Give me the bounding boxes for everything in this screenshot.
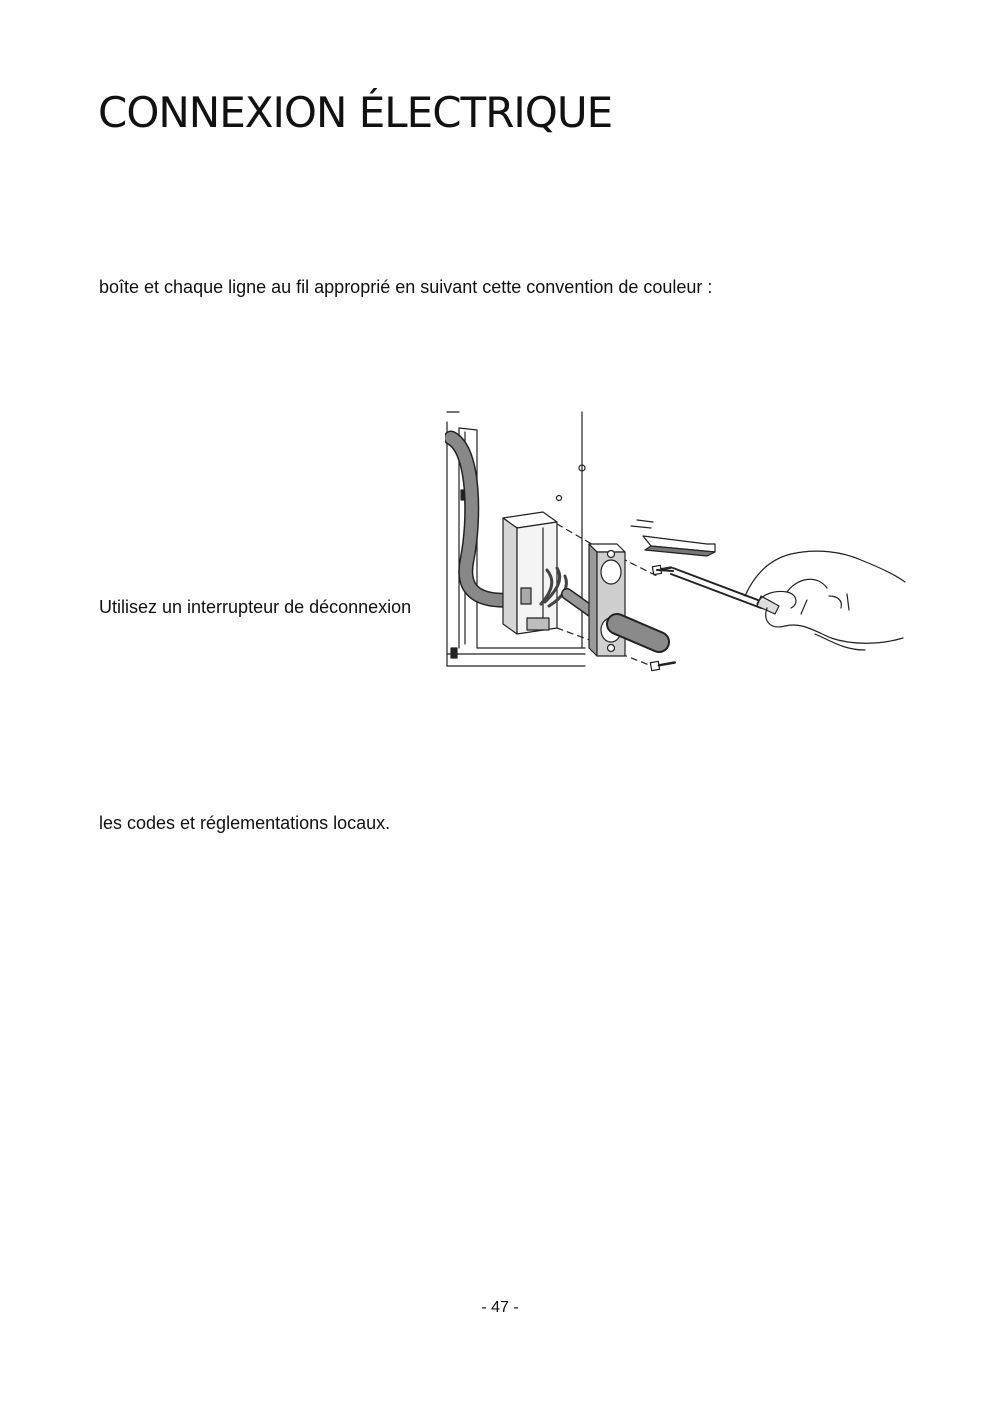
paragraph-color-convention: boîte et chaque ligne au fil approprié en suivant cette convention de couleur : xyxy=(99,277,713,297)
junction-box-wiring-icon xyxy=(445,410,907,682)
paragraph-disconnect-switch: Utilisez un interrupteur de déconnexion xyxy=(99,597,412,617)
paragraph-local-codes: les codes et réglementations locaux. xyxy=(99,813,391,833)
page-title: CONNEXION ÉLECTRIQUE xyxy=(98,88,613,137)
wiring-illustration xyxy=(445,410,907,682)
page-number: - 47 - xyxy=(481,1299,519,1316)
